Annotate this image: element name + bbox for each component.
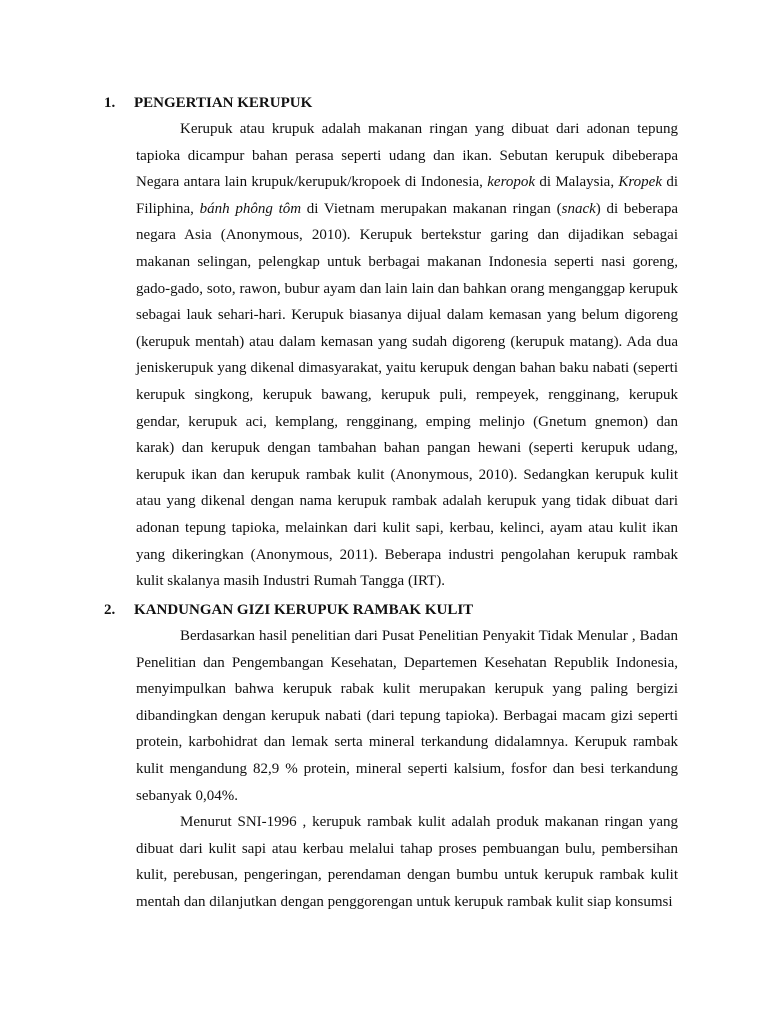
section-heading-2 [104, 601, 473, 619]
section-heading-1 [104, 94, 312, 112]
paragraph: Berdasarkan hasil penelitian dari Pusat Penelitian Penyakit Tidak Menular , Badan Penelitian dan Pengembangan Kesehatan, Departemen Kesehatan Republik Indonesia, menyimpulkan bahwa kerupuk rabak kulit merupakan kerupuk yang paling bergizi dibandingkan dengan kerupuk nabati (dari tepung tapioka). Berbagai macam gizi seperti protein, karbohidrat dan lemak serta mineral terkandung didalamnya. Kerupuk rambak kulit mengandung 82,9 % protein, mineral seperti kalsium, fosfor dan besi terkandung sebanyak 0,04%. [136, 628, 678, 804]
section-title: PENGERTIAN KERUPUK [134, 95, 313, 111]
italic-term: keropok [487, 174, 536, 191]
section-title: KANDUNGAN GIZI KERUPUK RAMBAK KULIT [134, 602, 474, 618]
italic-term: bánh phông tôm [199, 200, 302, 217]
paragraph: Kerupuk atau krupuk adalah makanan ringan yang dibuat dari adonan tepung tapioka dicampur bahan perasa seperti udang dan ikan. Sebutan kerupuk dibeberapa Negara antara lain krupuk/kerupuk/kropoek di Indonesia, keropok di Malaysia, Kropek di Filiphina, bánh phông tôm di Vietnam merupakan makanan ringan (snack) di beberapa negara Asia (Anonymous, 2010). Kerupuk bertekstur garing dan dijadikan sebagai makanan selingan, pelengkap untuk berbagai makanan Indonesia seperti nasi goreng, gado-gado, soto, rawon, bubur ayam dan lain lain dan bahkan orang menganggap kerupuk sebagai lauk sehari-hari. Kerupuk biasanya dijual dalam kemasan yang belum digoreng (kerupuk mentah) atau dalam kemasan yang sudah digoreng (kerupuk matang). Ada dua jeniskerupuk yang dikenal dimasyarakat, yaitu kerupuk dengan bahan baku nabati (seperti kerupuk singkong, kerupuk bawang, kerupuk puli, rempeyek, rengginang, kerupuk gendar, kerupuk aci, kemplang, rengginang, emping melinjo (Gnetum gnemon) dan karak) dan kerupuk dengan tambahan bahan pangan hewani (seperti kerupuk udang, kerupuk ikan dan kerupuk rambak kulit (Anonymous, 2010). Sedangkan kerupuk kulit atau yang dikenal dengan nama kerupuk rambak adalah kerupuk yang tidak dibuat dari adonan tepung tapioka, melainkan dari kulit sapi, kerbau, kelinci, ayam atau kulit ikan yang dikeringkan (Anonymous, 2011). Beberapa industri pengolahan kerupuk rambak kulit skalanya masih Industri Rumah Tangga (IRT). [136, 121, 679, 590]
italic-term: Kropek [618, 174, 662, 191]
section-number: 2. [104, 602, 116, 618]
paragraph: Menurut SNI-1996 , kerupuk rambak kulit adalah produk makanan ringan yang dibuat dari kulit sapi atau kerbau melalui tahap proses pembuangan bulu, pembersihan kulit, perebusan, pengeringan, perendaman dengan bumbu untuk kerupuk rambak kulit mentah dan dilanjutkan dengan penggorengan untuk kerupuk rambak kulit siap konsumsi [136, 814, 678, 910]
section-number: 1. [104, 95, 116, 111]
italic-term: snack [561, 200, 596, 217]
